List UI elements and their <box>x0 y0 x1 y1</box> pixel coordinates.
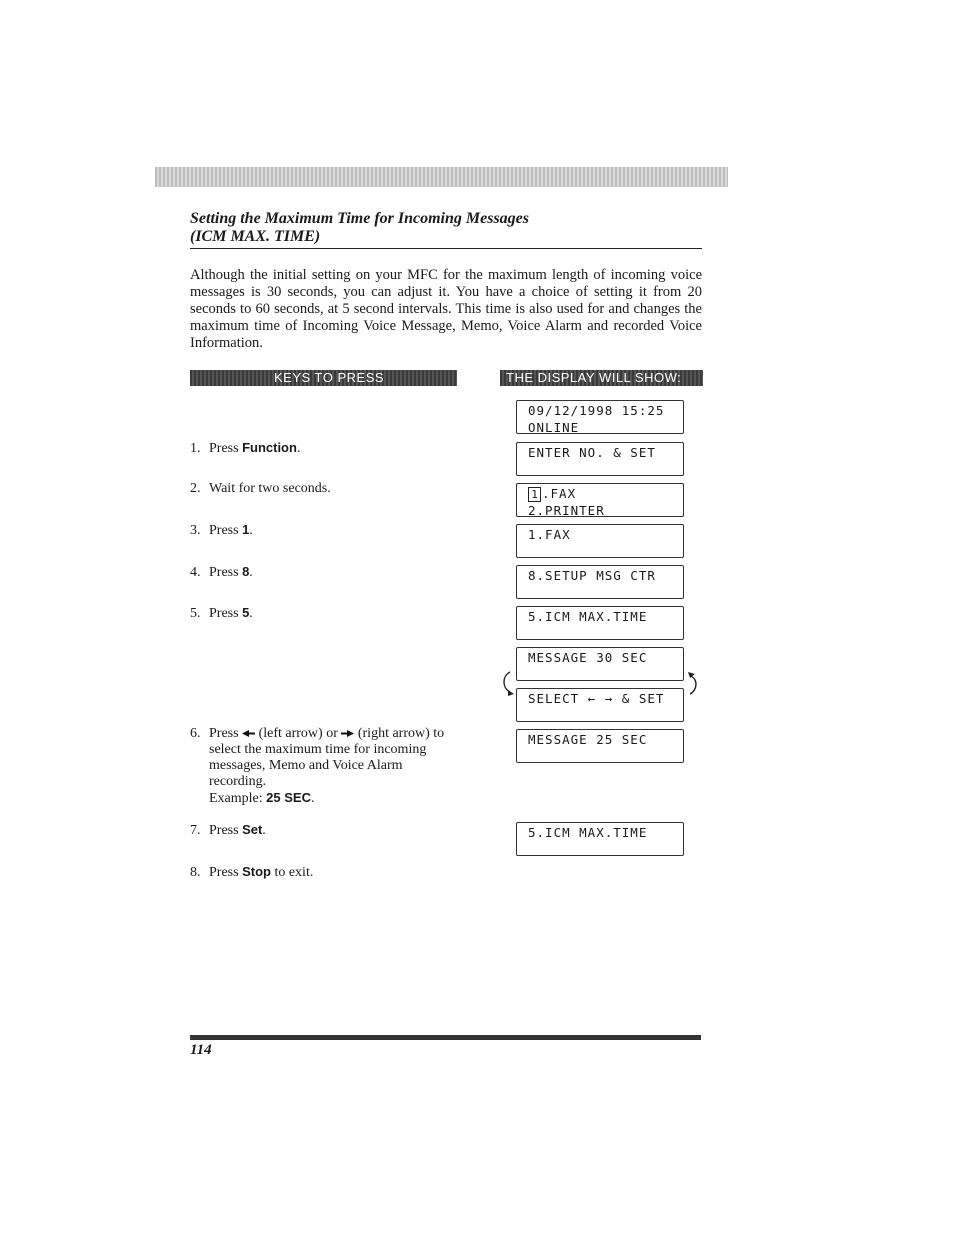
step-1: 1. Press Function. <box>190 440 301 456</box>
left-arrow-icon <box>242 730 255 737</box>
key-stop: Stop <box>242 864 271 879</box>
key-8: 8 <box>242 564 250 579</box>
title-line-2: (ICM MAX. TIME) <box>190 228 321 245</box>
alternate-left-bracket-icon <box>498 670 516 700</box>
step-7: 7. Press Set. <box>190 822 266 838</box>
lcd-display-4: 1.FAX <box>516 524 684 558</box>
example-value: 25 SEC <box>266 790 311 805</box>
page-number: 114 <box>190 1042 212 1058</box>
lcd-display-3: 1 .FAX 2.PRINTER <box>516 483 684 517</box>
lcd-display-10: 5.ICM MAX.TIME <box>516 822 684 856</box>
display-will-show-header <box>500 370 703 386</box>
right-arrow-icon <box>341 730 354 737</box>
header-band <box>155 167 728 187</box>
section-title <box>190 210 702 249</box>
step-4: 4. Press 8. <box>190 564 253 580</box>
intro-paragraph: Although the initial setting on your MFC for the maximum length of incoming voice messages is 30 seconds, you can adjust it. You have a choice of setting it from 20 seconds to 60 seconds, at 5 second intervals. This time is also used for and changes the maximum time of Incoming Voice Message, Memo, Voice Alarm and recorded Voice Information. <box>190 267 702 351</box>
title-line-1: Setting the Maximum Time for Incoming Messages <box>190 210 529 227</box>
lcd-display-6: 5.ICM MAX.TIME <box>516 606 684 640</box>
lcd-display-2: ENTER NO. & SET <box>516 442 684 476</box>
display-header-label: THE DISPLAY WILL SHOW: <box>506 370 682 385</box>
footer-rule <box>190 1035 701 1040</box>
keys-header-label: KEYS TO PRESS <box>274 370 385 385</box>
lcd-display-9: MESSAGE 25 SEC <box>516 729 684 763</box>
keys-to-press-header <box>190 370 457 386</box>
lcd-display-1: 09/12/1998 15:25 ONLINE <box>516 400 684 434</box>
lcd-display-8: SELECT ← → & SET <box>516 688 684 722</box>
step-8: 8. Press Stop to exit. <box>190 864 314 880</box>
alternate-right-bracket-icon <box>686 668 704 698</box>
step-5: 5. Press 5. <box>190 605 253 621</box>
lcd-display-7: MESSAGE 30 SEC <box>516 647 684 681</box>
lcd-display-5: 8.SETUP MSG CTR <box>516 565 684 599</box>
key-1: 1 <box>242 522 250 537</box>
key-set: Set <box>242 822 263 837</box>
step-3: 3. Press 1. <box>190 522 253 538</box>
step-2: 2. Wait for two seconds. <box>190 481 331 496</box>
cursor-box: 1 <box>528 487 541 502</box>
key-function: Function <box>242 440 297 455</box>
key-5: 5 <box>242 605 250 620</box>
step-6: 6. Press (left arrow) or (right arrow) to select the maximum time for incoming messages, Memo and Voice Alarm recording. Example: 25 SEC. <box>190 726 445 806</box>
